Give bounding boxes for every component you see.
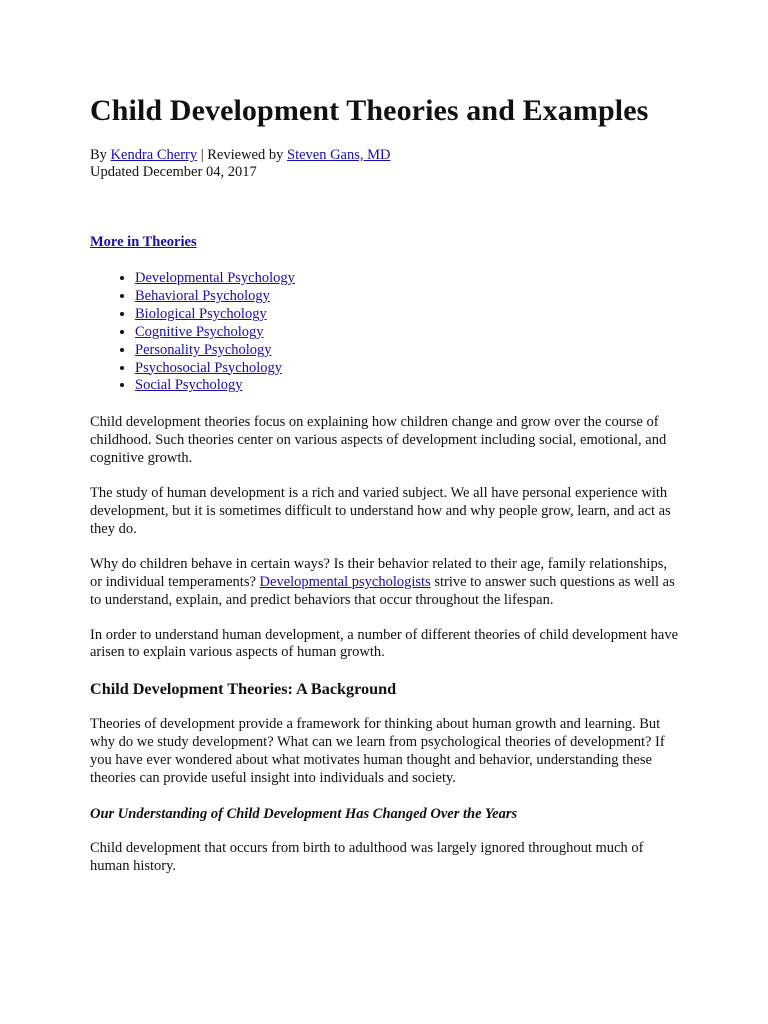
study-paragraph: The study of human development is a rich and varied subject. We all have personal experience with development, but it is sometimes difficult to understand how and why people grow, learn, and act as they do.: [90, 485, 671, 537]
behavior-paragraph: [90, 556, 680, 610]
updated-date: Updated December 04, 2017: [90, 164, 257, 180]
theories-paragraph: In order to understand human development, a number of different theories of child development have arisen to explain various aspects of human growth.: [90, 626, 679, 661]
list-item: [135, 324, 680, 342]
framework-paragraph: Theories of development provide a framework for thinking about human growth and learning. But why do we study development? What can we learn from psychological theories of development? If you have ever wondered about what motivates human thought and behavior, understanding these theories can provide useful insight into individuals and society.: [90, 716, 665, 787]
byline-by-label: By: [90, 147, 111, 163]
behavior-paragraph-text-end: strive to answer such questions as well as to understand, explain, and predict behaviors that occur throughout the lifespan.: [90, 573, 675, 608]
theory-link-developmental[interactable]: Developmental Psychology: [135, 270, 295, 286]
section-heading: Child Development Theories: A Background: [90, 680, 397, 699]
list-item: [135, 288, 680, 306]
list-item: [135, 360, 680, 378]
theory-link-biological[interactable]: Biological Psychology: [135, 305, 267, 322]
theory-link-social[interactable]: Social Psychology: [135, 377, 243, 394]
list-item: [135, 270, 680, 288]
more-in-theories-link[interactable]: More in Theories: [90, 234, 197, 250]
subheading: Our Understanding of Child Development Has Changed Over the Years: [90, 805, 518, 822]
list-item: [135, 377, 680, 395]
developmental-psychologists-link[interactable]: Developmental psychologists: [259, 573, 431, 590]
list-item: [135, 306, 680, 324]
theories-list: [90, 270, 680, 395]
reviewer-link[interactable]: Steven Gans, MD: [287, 147, 391, 163]
intro-paragraph: Child development theories focus on explaining how children change and grow over the course of childhood. Such theories center on various aspects of development including social, emotional, and cognitive growth.: [90, 414, 667, 467]
author-link[interactable]: Kendra Cherry: [110, 147, 198, 163]
byline-separator: | Reviewed by: [197, 147, 287, 163]
theory-link-psychosocial[interactable]: Psychosocial Psychology: [135, 359, 283, 376]
theory-link-personality[interactable]: Personality Psychology: [135, 341, 272, 358]
byline: [90, 147, 680, 181]
article: [90, 92, 680, 876]
list-item: [135, 342, 680, 360]
theory-link-cognitive[interactable]: Cognitive Psychology: [135, 323, 264, 340]
behavior-paragraph-text-start: Why do children behave in certain ways? Is their behavior related to their age, family relationships, or individual temperaments?: [90, 555, 667, 590]
history-paragraph: Child development that occurs from birth to adulthood was largely ignored throughout much of human history.: [90, 839, 644, 874]
theory-link-behavioral[interactable]: Behavioral Psychology: [135, 287, 270, 304]
page-title: Child Development Theories and Examples: [90, 94, 649, 127]
